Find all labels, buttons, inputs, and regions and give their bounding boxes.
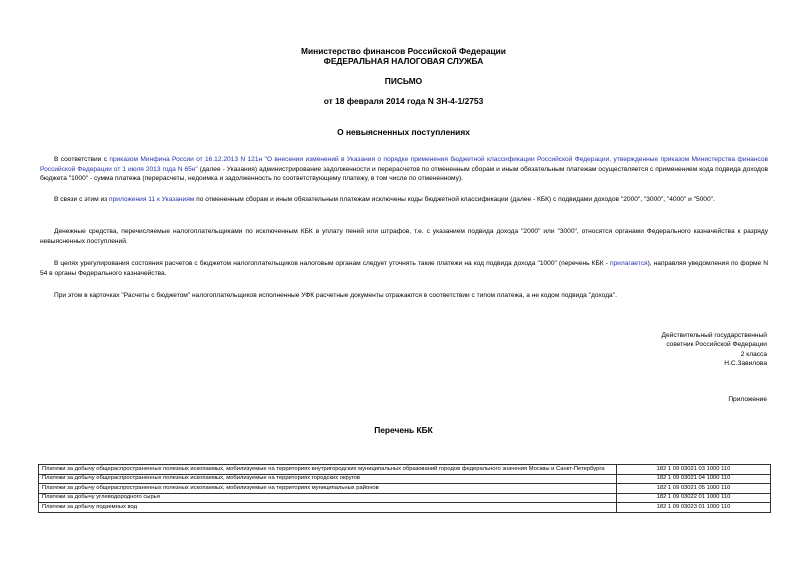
table-row: [39, 484, 771, 494]
kbk-code: 182 1 09 03023 01 1000 110: [617, 503, 771, 513]
paragraph-2: [40, 195, 768, 205]
table-row: [39, 465, 771, 475]
service-name: ФЕДЕРАЛЬНАЯ НАЛОГОВАЯ СЛУЖБА: [323, 56, 484, 66]
kbk-payment-name: Платежи за добычу углеводородного сырья: [39, 493, 617, 503]
table-row: [39, 474, 771, 484]
paragraph-2-text-a: В связи с этим из: [54, 196, 110, 203]
appendix-label: Приложение: [728, 396, 767, 403]
order-121n-link[interactable]: приказом Минфина России от 16.12.2013 N 121н "О внесении изменений в Указания о порядке применения бюджетной классификации Российской Федерации, утвержденные приказом Министерства финансов Российской Федерации от 1 июля 2013 года N 65н": [40, 156, 769, 173]
kbk-code: 182 1 09 03021 05 1000 110: [617, 484, 771, 494]
document-subject: О невыясненных поступлениях: [337, 127, 470, 137]
signature-name: Н.С.Завилова: [724, 360, 767, 368]
kbk-table: [38, 464, 771, 513]
kbk-payment-name: Платежи за добычу общераспространенных полезных ископаемых, мобилизуемые на территориях городских округов: [39, 474, 617, 484]
table-row: [39, 503, 771, 513]
ministry-name: Министерство финансов Российской Федерации: [301, 46, 506, 56]
table-row: [39, 493, 771, 503]
paragraph-4-text-b: ), направляя уведомления по форме N 54 в органы Федерального казначейства.: [40, 260, 769, 277]
paragraph-2-text-b: по отмененным сборам и иным обязательным платежам исключены коды бюджетной классификации (далее - КБК) с подвидами доходов "2000", "3000", "4000" и "5000".: [194, 196, 715, 203]
kbk-payment-name: Платежи за добычу общераспространенных полезных ископаемых, мобилизуемые на территориях муниципальных районов: [39, 484, 617, 494]
paragraph-4: [40, 259, 768, 278]
appendix-title: Перечень КБК: [374, 425, 433, 435]
kbk-code: 182 1 09 03021 04 1000 110: [617, 474, 771, 484]
kbk-payment-name: Платежи за добычу подземных вод: [39, 503, 617, 513]
kbk-code: 182 1 09 03022 01 1000 110: [617, 493, 771, 503]
paragraph-1: [40, 155, 768, 184]
document-date-number: от 18 февраля 2014 года N ЗН-4-1/2753: [323, 96, 484, 106]
paragraph-1-text-b: (далее - Указания) администрирование задолженности и перерасчетов по отмененным сборам и иным обязательным платежам осуществляется с применением кода подвида доходов бюджета "1000" - сумма платежа (перерасчеты, недоимка и задолженность по соответствующему платежу, в том числе по отмененному).: [40, 165, 768, 183]
paragraph-1-text-a: В соответствии с: [54, 156, 110, 163]
paragraph-3: Денежные средства, перечисляемые налогоплательщиками по исключенным КБК в уплату пеней или штрафов, т.е. с указанием подвида дохода "2000" или "3000", относятся органами Федерального казначейства к разряду невыясненных поступлений.: [40, 228, 768, 245]
kbk-list-link[interactable]: прилагается: [609, 260, 648, 267]
signature-line-2: советник Российской Федерации: [666, 341, 767, 349]
document-type: ПИСЬМО: [384, 76, 423, 86]
signature-block: [567, 331, 767, 369]
signature-line-3: 2 класса: [740, 350, 767, 358]
paragraph-5: При этом в карточках "Расчеты с бюджетом" налогоплательщиков исполненные УФК расчетные документы отражаются в соответствии с типом платежа, а не кодом подвида "дохода".: [54, 292, 617, 299]
paragraph-4-text-a: В целях урегулирования состояния расчетов с бюджетом налогоплательщиков налоговым органам следует уточнять такие платежи на код подвида дохода "1000" (перечень КБК -: [54, 260, 610, 267]
kbk-payment-name: Платежи за добычу общераспространенных полезных ископаемых, мобилизуемые на территориях внутригородских муниципальных образований городов федерального значения Москвы и Санкт-Петербурга: [39, 465, 617, 475]
kbk-code: 182 1 09 03021 03 1000 110: [617, 465, 771, 475]
appendix-11-link[interactable]: приложения 11 к Указаниям: [109, 196, 195, 203]
signature-line-1: Действительный государственный: [661, 332, 767, 339]
